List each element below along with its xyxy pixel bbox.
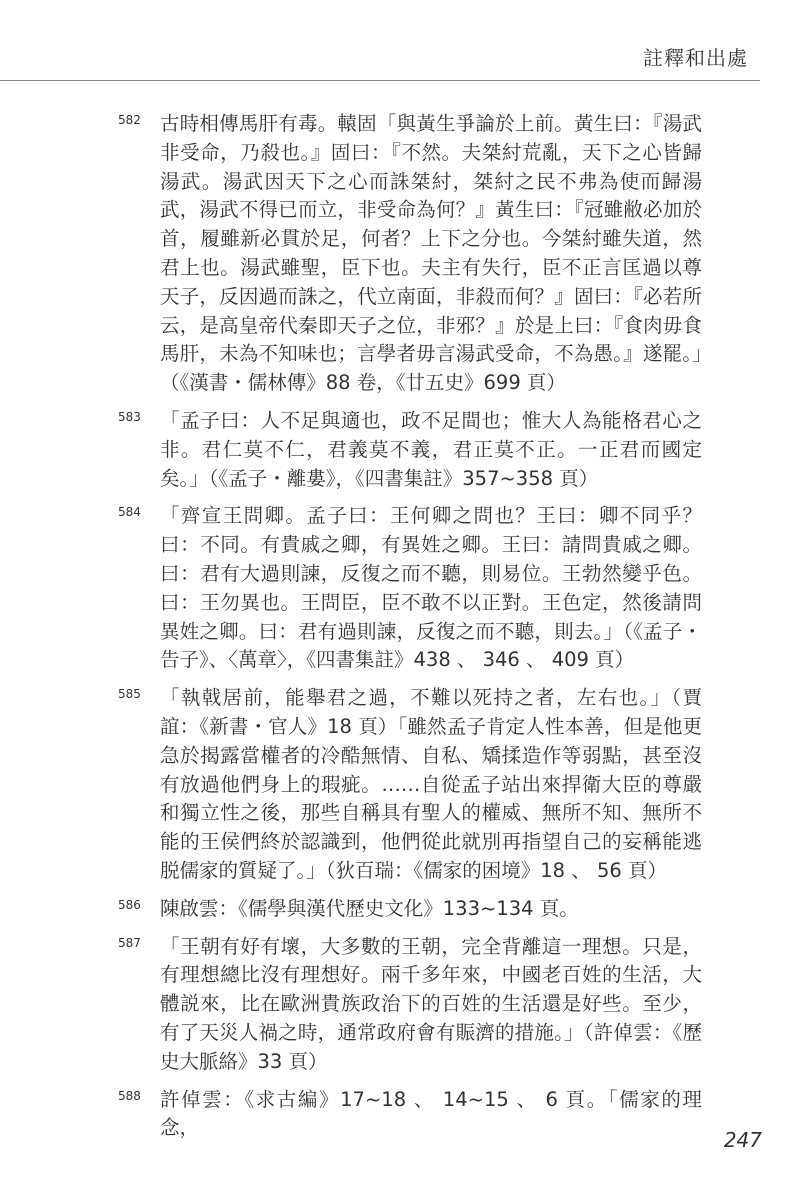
endnote-583 xyxy=(118,407,702,493)
note-text: 「王朝有好有壞，大多數的王朝，完全背離這一理想。只是，有理想總比沒有理想好。兩千多年來，中國老百姓的生活，大體説來，比在歐洲貴族政治下的百姓的生活還是好些。至少，有了天災人禍之時，通常政府會有賑濟的措施。」（許倬雲：《歷史大脈絡》33 頁） xyxy=(160,934,702,1073)
note-number: 582 xyxy=(118,113,141,127)
endnote-582 xyxy=(118,110,702,398)
note-number: 585 xyxy=(118,687,141,702)
note-number: 588 xyxy=(118,1088,141,1103)
note-number: 587 xyxy=(118,935,141,950)
note-number: 583 xyxy=(118,409,141,424)
running-header: 註釋和出處 xyxy=(643,46,748,70)
page-number: 247 xyxy=(723,1128,762,1152)
note-text: 「執戟居前，能舉君之過，不難以死持之者，左右也。」（賈誼：《新書・官人》18 頁）「雖然孟子肯定人性本善，但是他更急於揭露當權者的冷酷無情、自私、矯揉造作等弱點，甚至沒有放過他們身上的瑕疵。……自從孟子站出來捍衛大臣的尊嚴和獨立性之後，那些自稱具有聖人的權威、無所不知、無所不能的王侯們終於認識到，他們從此就別再指望自己的妄稱能逃脱儒家的質疑了。」（狄百瑞：《儒家的困境》18 、 56 頁） xyxy=(160,686,702,882)
note-number: 586 xyxy=(118,897,141,912)
endnote-587 xyxy=(118,933,702,1077)
endnotes xyxy=(118,110,702,1152)
header-rule xyxy=(0,80,760,81)
note-number: 584 xyxy=(118,505,141,520)
endnote-586 xyxy=(118,895,702,924)
endnote-584 xyxy=(118,502,702,675)
endnote-588 xyxy=(118,1086,702,1144)
note-text: 陳啟雲：《儒學與漢代歷史文化》133~134 頁。 xyxy=(160,896,579,920)
note-text: 許倬雲：《求古編》17~18 、 14~15 、 6 頁。「儒家的理念， xyxy=(160,1087,702,1140)
note-text: 「齊宣王問卿。孟子曰：王何卿之問也？王曰：卿不同乎？曰：不同。有貴戚之卿，有異姓之卿。王曰：請問貴戚之卿。曰：君有大過則諫，反復之而不聽，則易位。王勃然變乎色。曰：王勿異也。王問臣，臣不敢不以正對。王色定，然後請問異姓之卿。曰：君有過則諫，反復之而不聽，則去。」（《孟子・告子》、〈萬章〉，《四書集註》438 、 346 、 409 頁） xyxy=(160,504,702,672)
endnote-585 xyxy=(118,684,702,886)
note-text: 古時相傳馬肝有毒。轅固「與黃生爭論於上前。黃生曰：『湯武非受命，乃殺也。』固曰：『不然。夫桀紂荒亂，天下之心皆歸湯武。湯武因天下之心而誅桀紂，桀紂之民不弗為使而歸湯武，湯武不得已而立，非受命為何？』黃生曰：『冠雖敝必加於首，履雖新必貫於足，何者？上下之分也。今桀紂雖失道，然君上也。湯武雖聖，臣下也。夫主有失行，臣不正言匡過以尊天子，反因過而誅之，代立南面，非殺而何？』固曰：『必若所云，是高皇帝代秦即天子之位，非邪？』於是上曰：『食肉毋食馬肝，未為不知味也；言學者毋言湯武受命，不為愚。』遂罷。」（《漢書・儒林傳》88 卷，《廿五史》699 頁） xyxy=(160,112,702,395)
note-text: 「孟子曰：人不足與適也，政不足間也；惟大人為能格君心之非。君仁莫不仁，君義莫不義，君正莫不正。一正君而國定矣。」（《孟子・離婁》，《四書集註》357~358 頁） xyxy=(160,408,702,490)
